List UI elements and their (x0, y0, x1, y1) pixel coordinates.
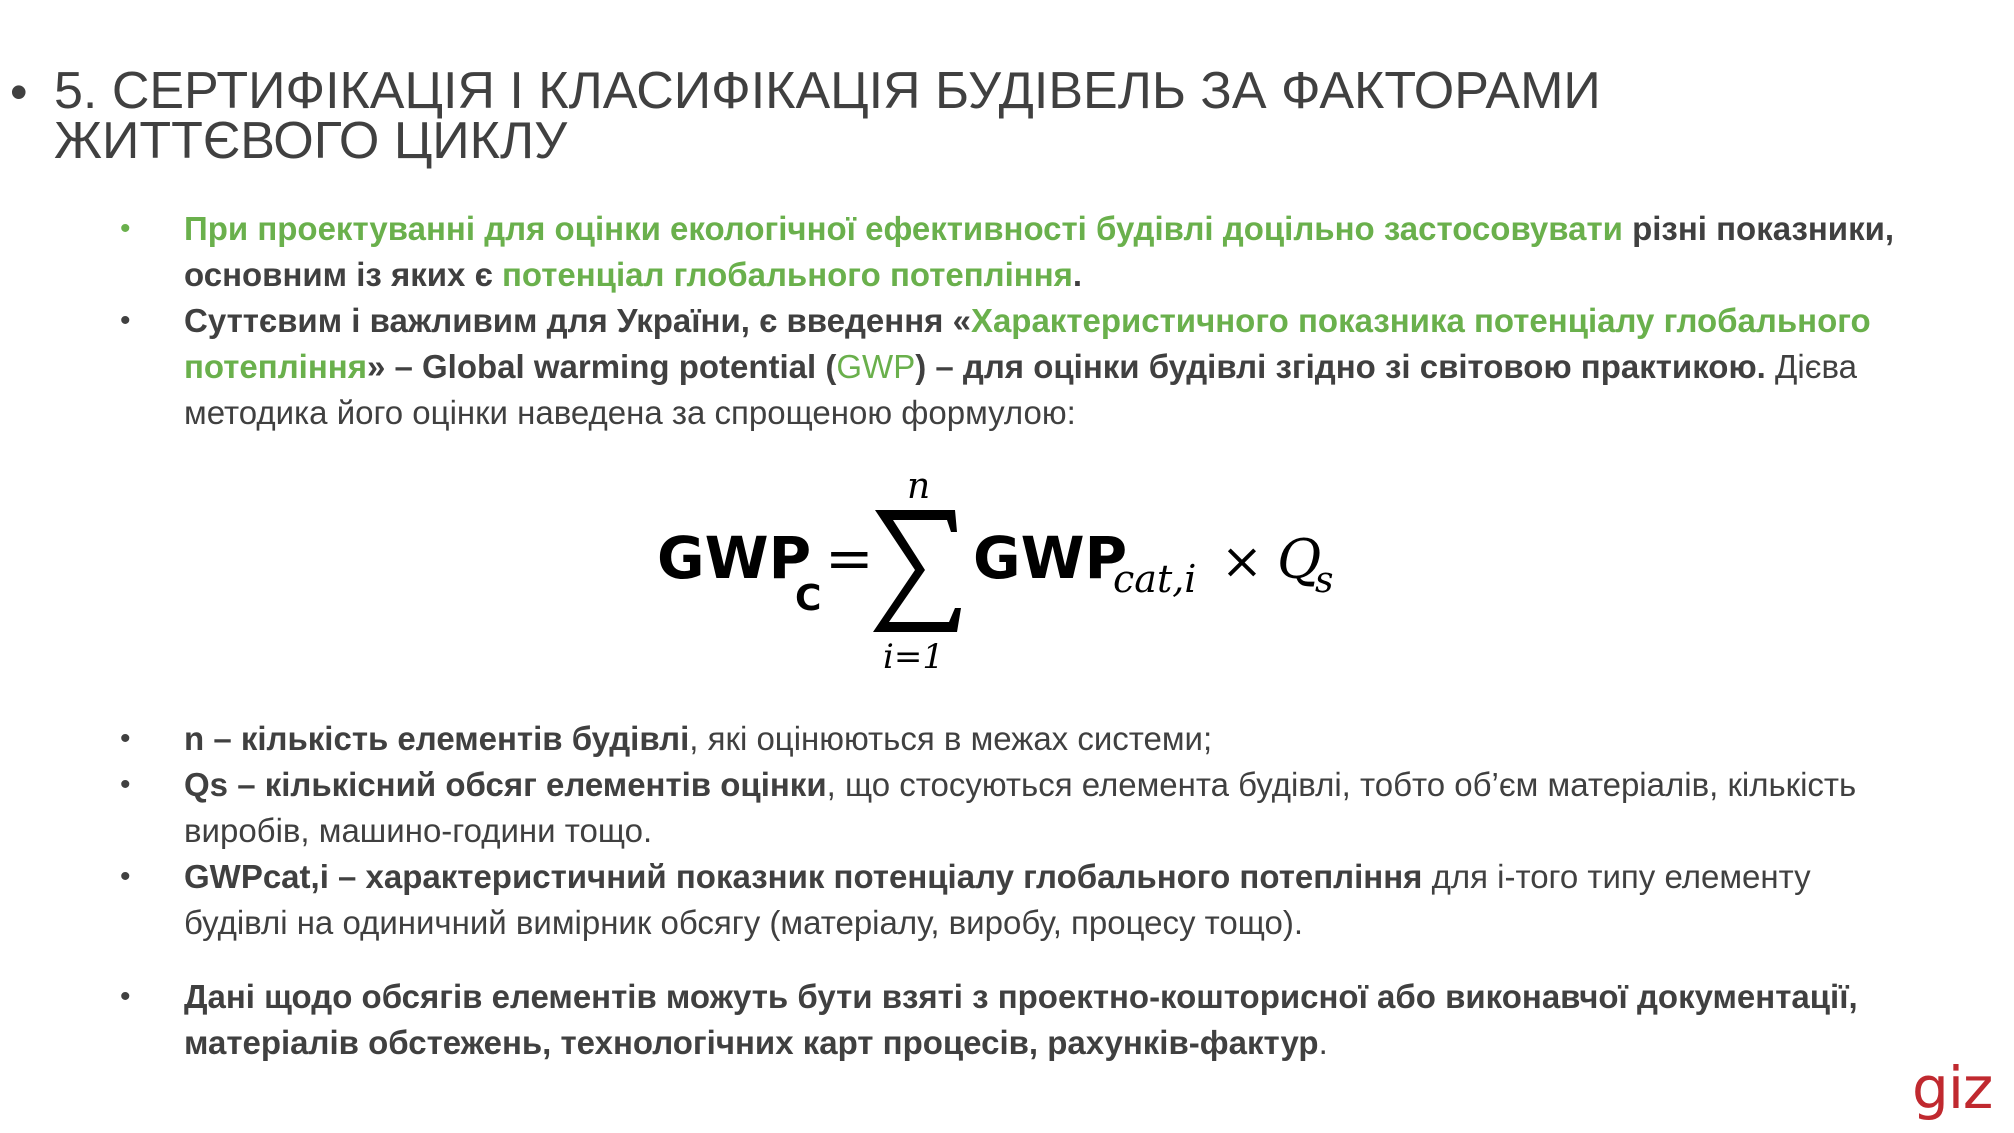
definitions-text (184, 854, 1910, 946)
intro-list (120, 206, 1910, 436)
text-run: ) – для оцінки будівлі згідно зі світовою практикою. (915, 348, 1766, 385)
bullet: • (120, 212, 131, 245)
formula-term: GWP (973, 524, 1128, 592)
text-run: . (1072, 256, 1083, 293)
closing-text (184, 974, 1910, 1066)
bullet: • (120, 722, 131, 755)
text-run: Qs – кількісний обсяг елементів оцінки (184, 766, 827, 803)
intro-text (184, 298, 1910, 436)
definitions-item (120, 762, 1910, 854)
definitions-item (120, 854, 1910, 946)
definitions-item (120, 716, 1910, 762)
bullet: • (120, 304, 131, 337)
formula-term-sub: cat,i (1113, 557, 1197, 601)
text-run: різні показники, основним із яких є (184, 210, 1895, 293)
giz-logo: giz (1912, 1054, 1993, 1122)
formula-equals: = (825, 524, 874, 592)
slide-title (10, 62, 1910, 170)
text-run: n – кількість елементів будівлі (184, 720, 690, 757)
text-run: GWPcat,i – характеристичний показник потенціалу глобального потепління (184, 858, 1423, 895)
title-text: 5. СЕРТИФІКАЦІЯ І КЛАСИФІКАЦІЯ БУДІВЕЛЬ ЗА ФАКТОРАМИ ЖИТТЄВОГО ЦИКЛУ (54, 62, 1601, 170)
text-run: При проектуванні для оцінки екологічної ефективності будівлі доцільно застосовувати (184, 210, 1633, 247)
definitions-list (120, 716, 1910, 946)
text-run: Характеристичного показника потенціалу глобального потепління (184, 302, 1871, 385)
text-run: , що стосуються елемента будівлі, тобто об’єм матеріалів, кількість виробів, машино-години тощо. (184, 766, 1857, 849)
text-run: » – Global warming potential ( (366, 348, 837, 385)
bullet: • (120, 768, 131, 801)
definitions-text (184, 762, 1910, 854)
text-run: GWP (836, 348, 916, 385)
formula-q-sub: s (1315, 560, 1334, 601)
formula-lhs: GWP (657, 524, 812, 592)
gwp-formula (655, 470, 1375, 670)
sum-upper: n (907, 470, 931, 507)
sigma-icon (873, 510, 961, 632)
text-run: потенціал глобального потепління (501, 256, 1073, 293)
formula-times: × (1221, 532, 1263, 590)
bullet: • (120, 860, 131, 893)
intro-text (184, 206, 1910, 298)
closing-list (120, 974, 1910, 1066)
text-run: Дієва методика його оцінки наведена за спрощеною формулою: (184, 348, 1857, 431)
intro-item (120, 206, 1910, 298)
title-bullet: • (10, 64, 28, 120)
definitions-text (184, 716, 1910, 762)
intro-item (120, 298, 1910, 436)
sum-lower: i=1 (883, 637, 944, 670)
text-run: Дані щодо обсягів елементів можуть бути взяті з проектно-кошторисної або виконавчої документації, матеріалів обстежень, технологічних карт процесів, рахунків-фактур (184, 978, 1858, 1061)
formula-lhs-sub: C (795, 578, 822, 619)
text-run: , які оцінюються в межах системи; (689, 720, 1213, 757)
text-run: Суттєвим і важливим для України, є введення « (184, 302, 971, 339)
closing-item (120, 974, 1910, 1066)
text-run: для і-того типу елементу будівлі на одиничний вимірник обсягу (матеріалу, виробу, процесу тощо). (184, 858, 1811, 941)
text-run: . (1318, 1024, 1328, 1061)
bullet: • (120, 980, 131, 1013)
formula-q: Q (1277, 528, 1322, 591)
